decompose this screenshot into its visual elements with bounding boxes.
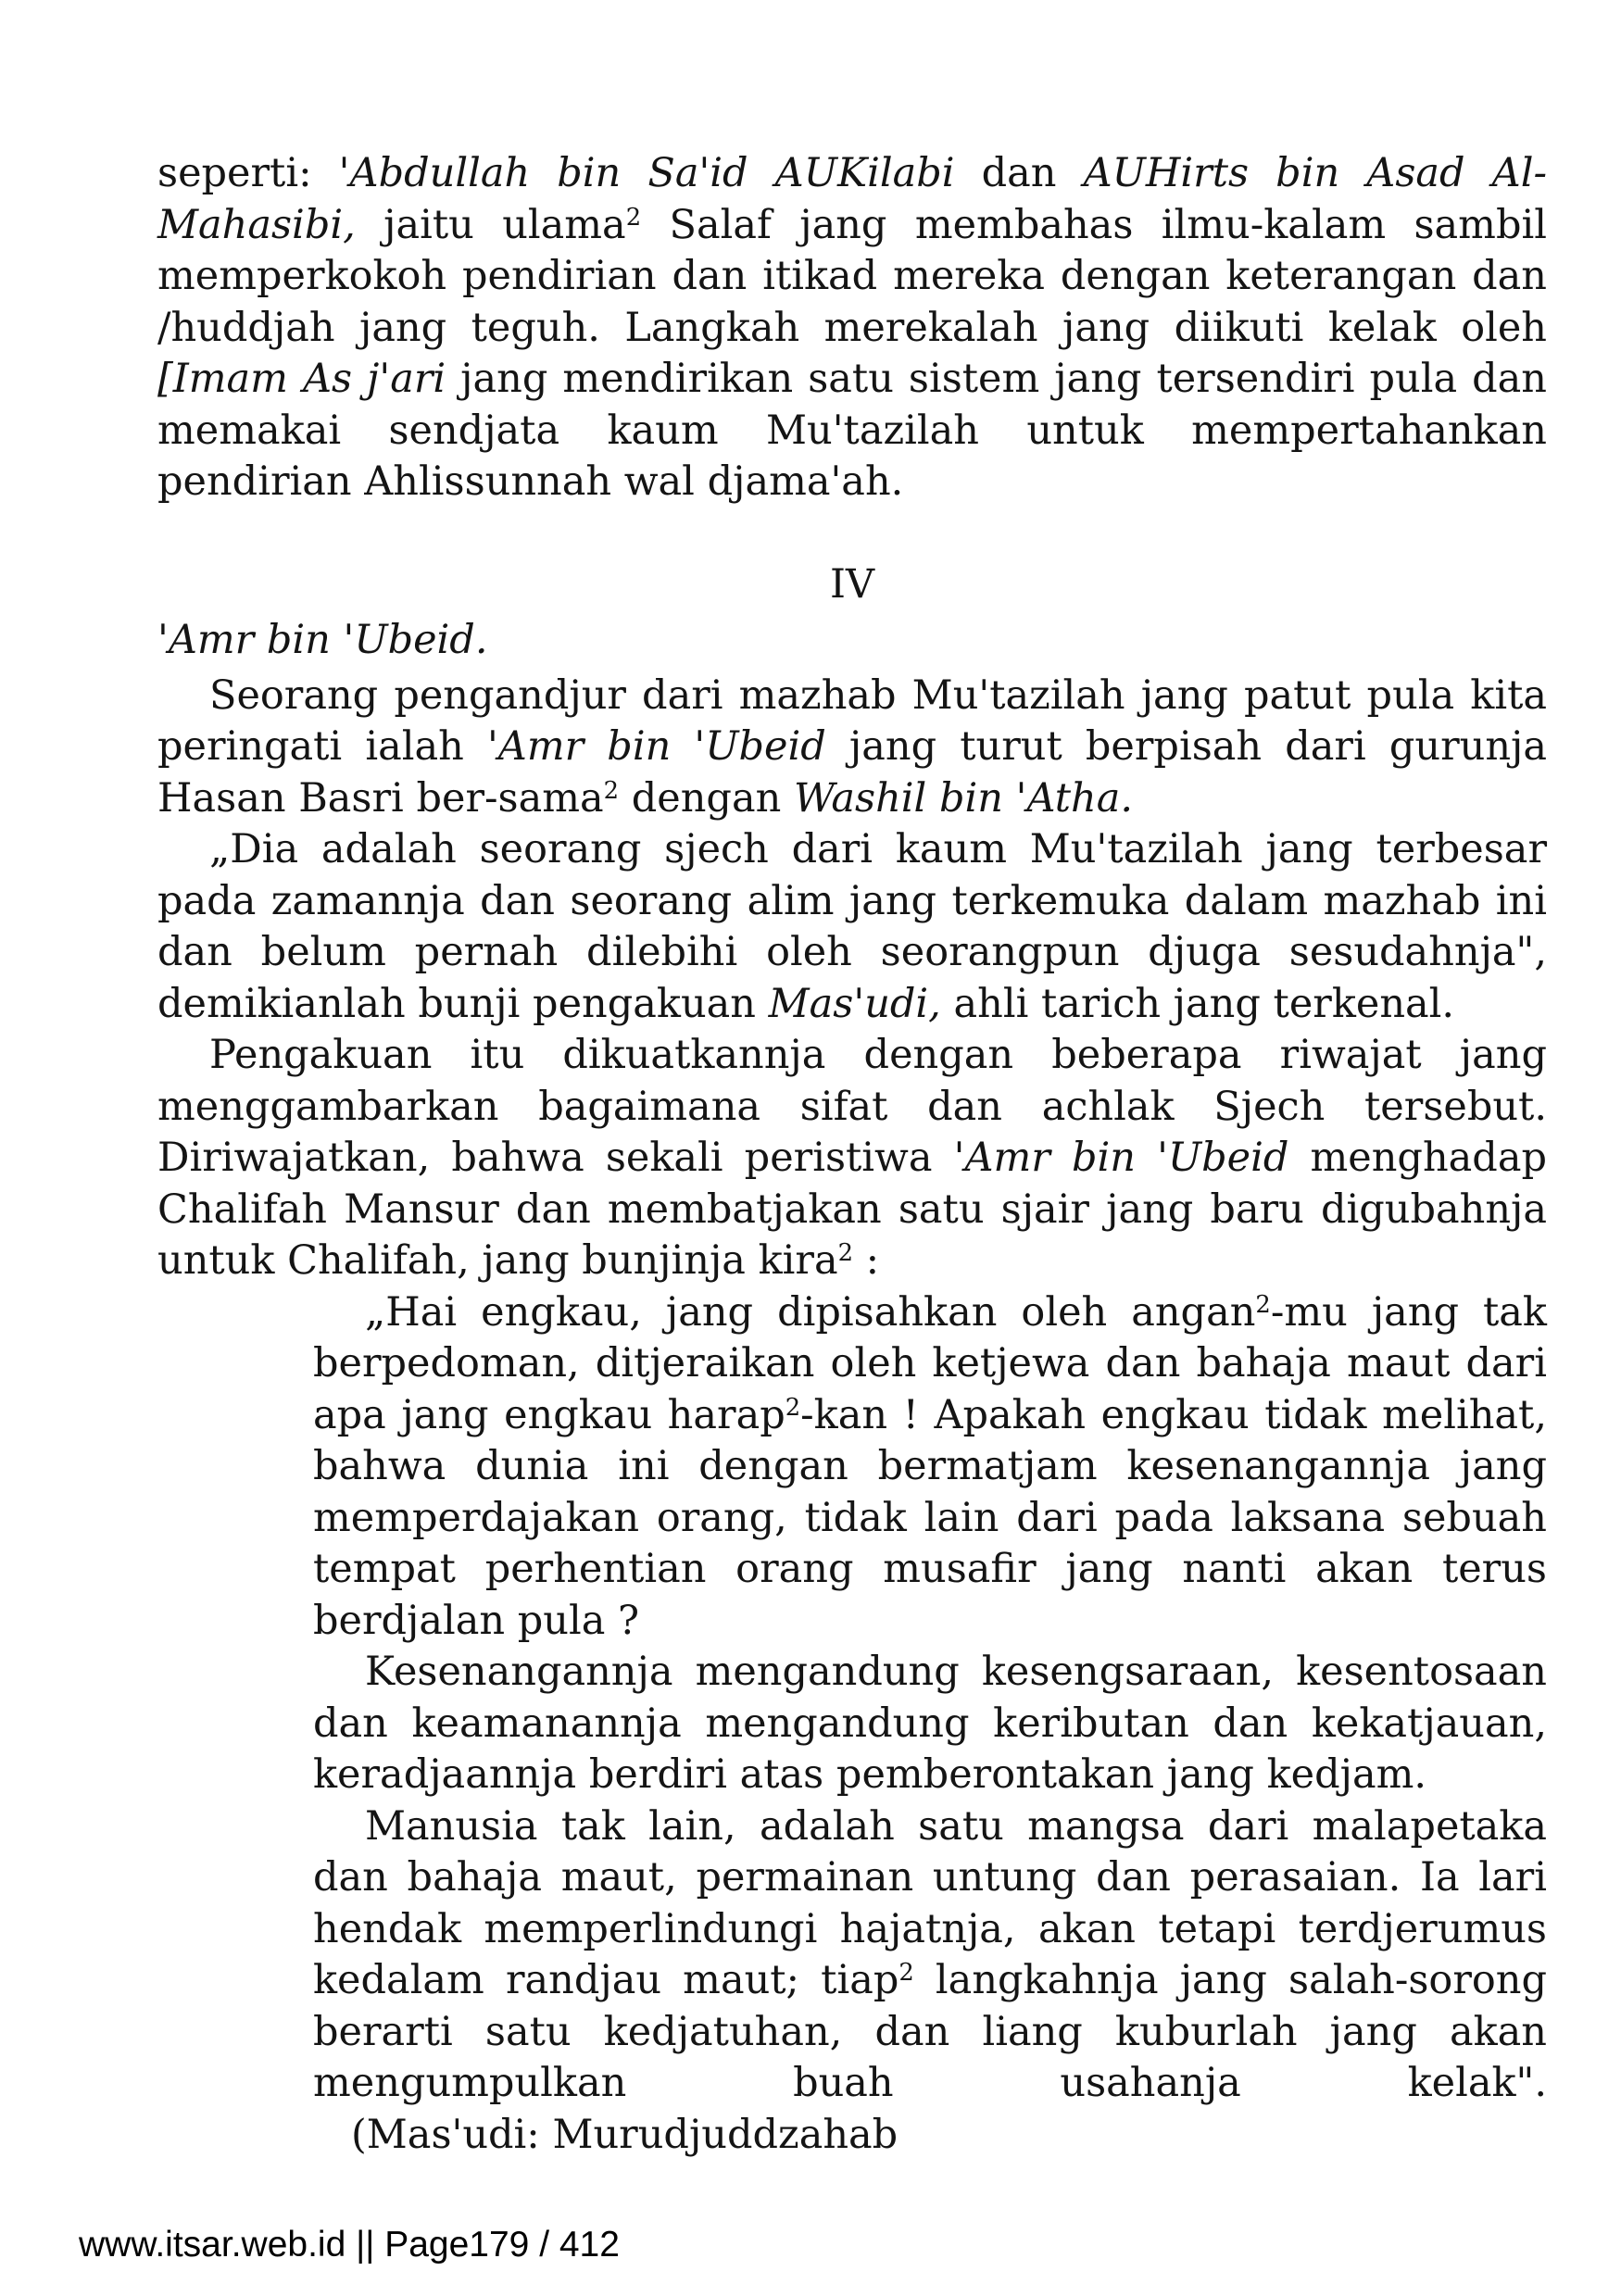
text-span: Salaf jang membahas ilmu-kalam sambil memperkokoh pendirian dan itikad mereka dengan keterangan dan /huddjah jang teguh. Langkah merekalah jang diikuti kelak oleh: [157, 201, 1547, 351]
quote-paragraph-1: [313, 1287, 1547, 1648]
text-span: „Hai engkau, jang dipisahkan oleh angan: [365, 1288, 1256, 1336]
text-span: Pengakuan itu dikuatkannja dengan beberapa riwajat jang menggambarkan bagaimana sifat dan achlak Sjech tersebut. Diriwajatkan, bahwa sekali peristiwa: [157, 1032, 1547, 1181]
text-span: jang mendirikan satu sistem jang tersendiri pula dan memakai sendjata kaum Mu'tazilah untuk mempertahankan pendirian Ahlissunnah wal djama'ah.: [157, 356, 1547, 505]
paragraph-2: [157, 671, 1547, 825]
page-footer: www.itsar.web.id || Page179 / 412: [79, 2225, 620, 2265]
section-number: IV: [829, 560, 875, 608]
text-span: ahli tarich jang terkenal.: [940, 980, 1455, 1027]
text-span: -mu jang tak berpedoman, ditjeraikan oleh ketjewa dan bahaja maut dari apa jang engkau harap: [313, 1288, 1547, 1438]
text-span: „Dia adalah seorang sjech dari kaum Mu'tazilah jang terbesar pada zamannja dan seorang alim jang terkemuka dalam mazhab ini dan belum pernah dilebihi oleh seorangpun djuga sesudahnja", demikianlah bunji pengakuan: [157, 826, 1547, 1027]
paragraph-4: [157, 1030, 1547, 1287]
italic-name: 'Amr bin 'Ubeid: [953, 1135, 1289, 1181]
italic-name: Abdullah bin Sa'id AUKilabi: [349, 150, 955, 196]
citation: (Mas'udi: Murudjuddzahab: [313, 2111, 898, 2158]
paragraph-1: [157, 148, 1547, 508]
italic-name: AUHirts bin Asad Al-Mahasibi,: [157, 150, 1547, 248]
paragraph-3: [157, 824, 1547, 1030]
italic-name: Mas'udi,: [768, 980, 941, 1027]
text-span: menghadap Chalifah Mansur dan membatjakan satu sjair jang baru digubahnja untuk Chalifah, jang bunjinja kira: [157, 1135, 1547, 1284]
italic-name: 'Amr bin 'Ubeid: [486, 723, 826, 770]
section-title: 'Amr bin 'Ubeid.: [157, 617, 488, 663]
italic-name: Washil bin 'Atha.: [793, 774, 1134, 822]
quote-paragraph-2: Kesenangannja mengandung kesengsaraan, kesentosaan dan keamanannja mengandung keributan dan kekatjauan, keradjaannja berdiri atas pemberontakan jang kedjam.: [313, 1649, 1547, 1798]
quote-paragraph-3: [313, 1801, 1547, 2162]
text-span: Manusia tak lain, adalah satu mangsa dari malapetaka dan bahaja maut, permainan untung dan perasaian. Ia lari hendak memperlindungi hajatnja, akan tetapi terdjerumus kedalam randjau maut; tiap: [313, 1802, 1547, 2003]
superscript: 2: [785, 1393, 801, 1422]
text-span: Seorang pengandjur dari mazhab Mu'tazilah jang patut pula kita peringati ialah: [157, 671, 1547, 770]
superscript: 2: [898, 1958, 914, 1987]
text-span: dengan: [619, 774, 794, 822]
text-span: -kan ! Apakah engkau tidak melihat, bahwa dunia ini dengan bermatjam kesenangannja jang memperdajakan orang, tidak lain dari pada laksana sebuah tempat perhentian orang musafir jang nanti akan terus berdjalan pula ?: [313, 1391, 1547, 1644]
superscript: 2: [1255, 1290, 1271, 1319]
text-span: :: [853, 1237, 880, 1284]
italic-name: [Imam As j'ari: [157, 356, 446, 402]
superscript: 2: [625, 203, 642, 232]
text-span: dan: [954, 150, 1084, 196]
superscript: 2: [837, 1238, 854, 1267]
superscript: 2: [603, 776, 620, 805]
text-span: langkahnja jang salah-sorong berarti satu kedjatuhan, dan liang kuburlah jang akan mengumpulkan buah usahanja kelak".: [313, 1957, 1547, 2106]
text-span: jang turut berpisah dari gurunja Hasan Basri ber-sama: [157, 723, 1548, 822]
text-span: seperti: ': [157, 150, 350, 196]
text-span: jaitu ulama: [355, 201, 626, 248]
document-page: [157, 148, 1547, 2161]
